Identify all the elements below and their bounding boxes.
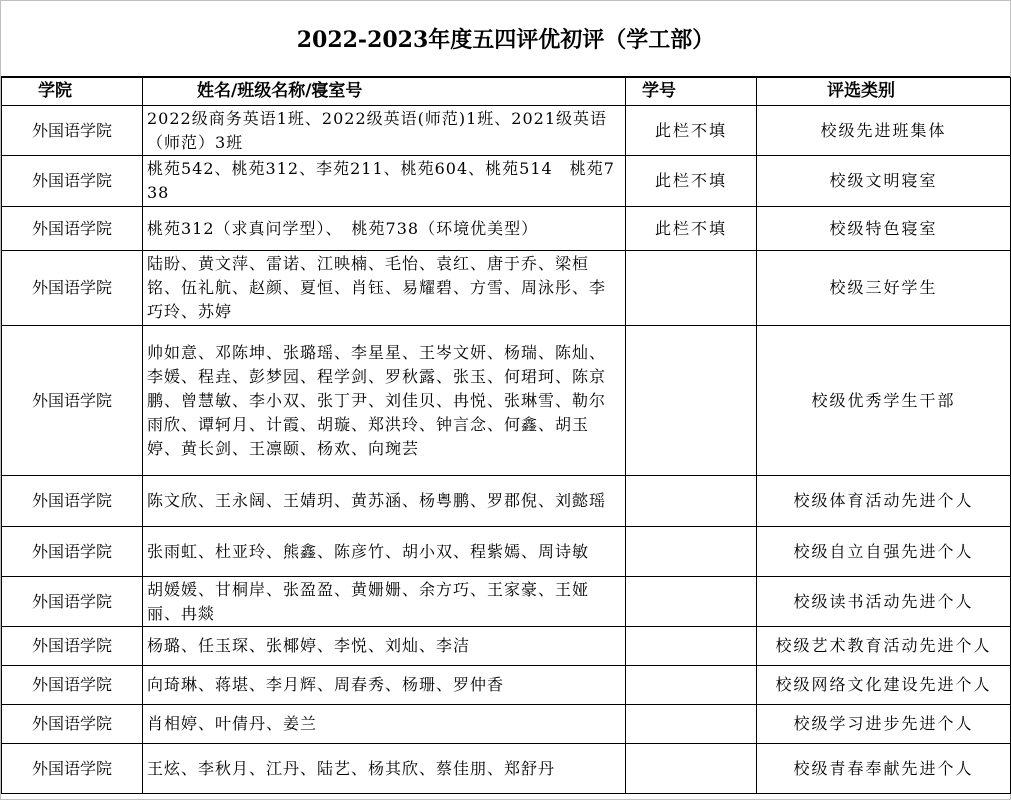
category-cell: 校级艺术教育活动先进个人 [757,627,1011,666]
student-id-cell [626,527,757,577]
names-cell: 胡媛媛、甘桐岸、张盈盈、黄姗姗、余方巧、王家豪、王娅丽、冉燚 [143,577,626,627]
page-title: 2022-2023年度五四评优初评（学工部） [1,1,1010,77]
names-cell: 桃苑542、桃苑312、李苑211、桃苑604、桃苑514 桃苑738 [143,156,626,207]
college-cell: 外国语学院 [2,106,143,156]
table-row [2,106,1011,156]
student-id-cell [626,744,757,794]
category-cell: 校级青春奉献先进个人 [757,744,1011,794]
table-row [2,744,1011,794]
student-id-cell [626,326,757,476]
table-row [2,476,1011,527]
college-cell: 外国语学院 [2,251,143,326]
student-id-cell: 此栏不填 [626,106,757,156]
table-row [2,207,1011,251]
student-id-cell [626,577,757,627]
names-cell: 2022级商务英语1班、2022级英语(师范)1班、2021级英语（师范）3班 [143,106,626,156]
category-cell: 校级体育活动先进个人 [757,476,1011,527]
awards-table [1,77,1011,794]
category-cell: 校级读书活动先进个人 [757,577,1011,627]
table-row [2,627,1011,666]
names-cell: 王炫、李秋月、江丹、陆艺、杨其欣、蔡佳朋、郑舒丹 [143,744,626,794]
names-cell: 向琦琳、蒋堪、李月辉、周春秀、杨珊、罗仲香 [143,666,626,705]
college-cell: 外国语学院 [2,326,143,476]
student-id-cell: 此栏不填 [626,156,757,207]
college-cell: 外国语学院 [2,527,143,577]
college-cell: 外国语学院 [2,207,143,251]
names-cell: 帅如意、邓陈坤、张璐瑶、李星星、王岑文妍、杨瑞、陈灿、李媛、程垚、彭梦园、程学剑、罗秋露、张玉、何珺珂、陈京鹏、曾慧敏、李小双、张丁尹、刘佳贝、冉悦、张琳雪、勒尔雨欣、谭轲月、计霞、胡璇、郑洪玲、钟言念、何鑫、胡玉婷、黄长剑、王凛颐、杨欢、向琬芸 [143,326,626,476]
names-cell: 陈文欣、王永阔、王婧玥、黄苏涵、杨粤鹏、罗郡倪、刘懿瑶 [143,476,626,527]
table-row [2,666,1011,705]
names-cell: 肖相婷、叶倩丹、姜兰 [143,705,626,744]
student-id-cell [626,666,757,705]
names-cell: 杨璐、任玉琛、张椰婷、李悦、刘灿、李洁 [143,627,626,666]
category-cell: 校级先进班集体 [757,106,1011,156]
college-cell: 外国语学院 [2,476,143,527]
college-cell: 外国语学院 [2,705,143,744]
college-cell: 外国语学院 [2,577,143,627]
student-id-cell [626,251,757,326]
table-row [2,156,1011,207]
header-category: 评选类别 [757,78,1011,106]
category-cell: 校级三好学生 [757,251,1011,326]
header-row [2,78,1011,106]
category-cell: 校级网络文化建设先进个人 [757,666,1011,705]
names-cell: 陆盼、黄文萍、雷诺、江映楠、毛怡、袁红、唐于乔、梁桓铭、伍礼航、赵颜、夏恒、肖钰、易耀碧、方雪、周泳彤、李巧玲、苏婷 [143,251,626,326]
table-row [2,326,1011,476]
names-cell: 桃苑312（求真问学型）、 桃苑738（环境优美型） [143,207,626,251]
category-cell: 校级自立自强先进个人 [757,527,1011,577]
student-id-cell [626,476,757,527]
table-row [2,577,1011,627]
category-cell: 校级特色寝室 [757,207,1011,251]
student-id-cell: 此栏不填 [626,207,757,251]
header-names: 姓名/班级名称/寝室号 [143,78,626,106]
student-id-cell [626,705,757,744]
category-cell: 校级优秀学生干部 [757,326,1011,476]
student-id-cell [626,627,757,666]
table-row [2,705,1011,744]
category-cell: 校级学习进步先进个人 [757,705,1011,744]
header-college: 学院 [2,78,143,106]
college-cell: 外国语学院 [2,744,143,794]
college-cell: 外国语学院 [2,156,143,207]
names-cell: 张雨虹、杜亚玲、熊鑫、陈彦竹、胡小双、程紫嫣、周诗敏 [143,527,626,577]
table-row [2,251,1011,326]
college-cell: 外国语学院 [2,666,143,705]
category-cell: 校级文明寝室 [757,156,1011,207]
header-student-id: 学号 [626,78,757,106]
table-row [2,527,1011,577]
college-cell: 外国语学院 [2,627,143,666]
